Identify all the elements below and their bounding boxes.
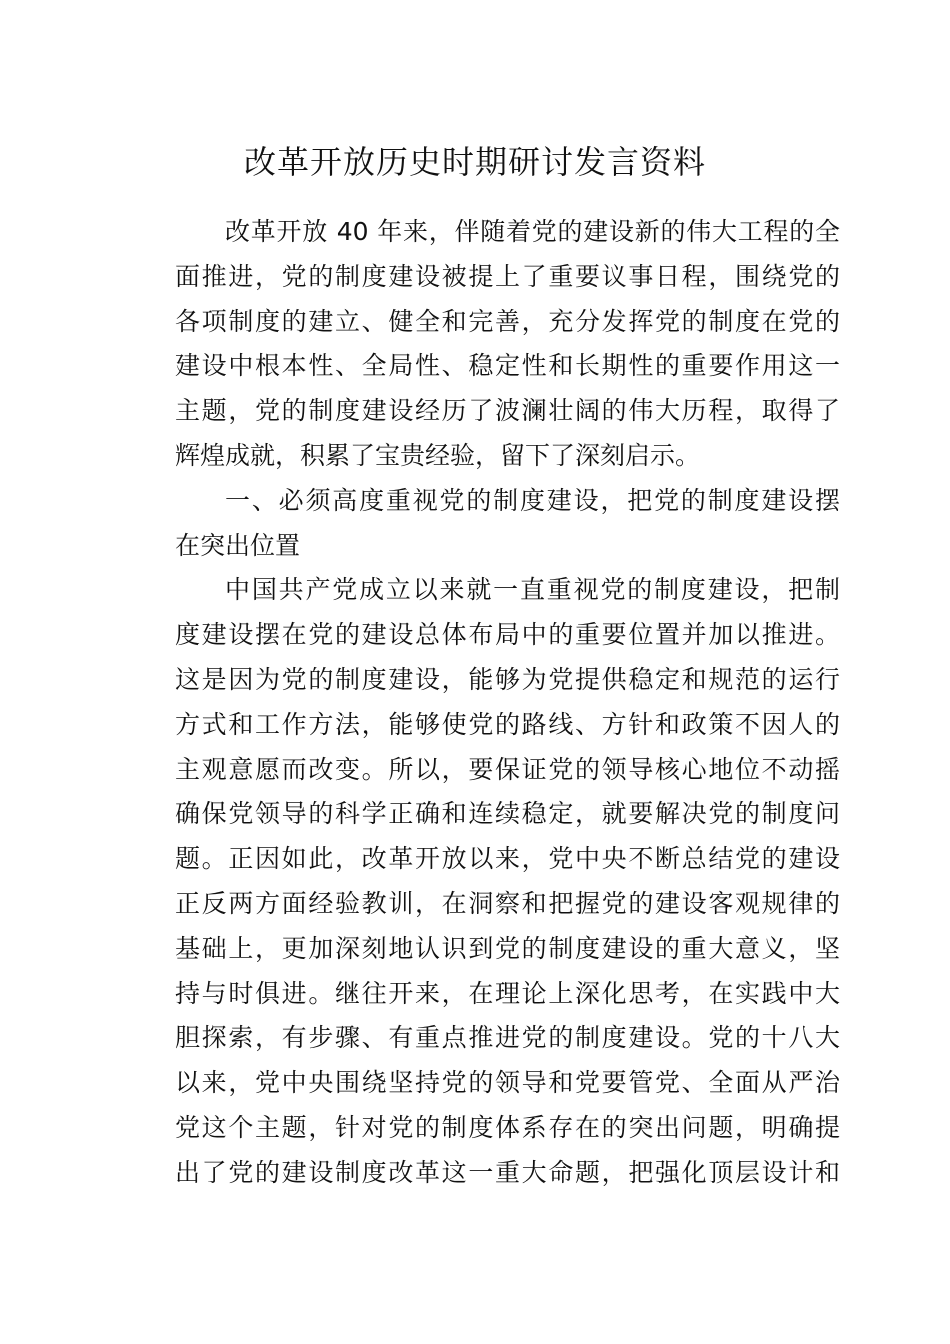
text-line: 建设中根本性、全局性、稳定性和长期性的重要作用这一 bbox=[175, 351, 840, 381]
text-line: 一、必须高度重视党的制度建设，把党的制度建设摆 bbox=[225, 485, 840, 515]
document-title: 改革开放历史时期研讨发言资料 bbox=[243, 143, 706, 181]
text-line: 确保党领导的科学正确和连续稳定，就要解决党的制度问 bbox=[175, 799, 840, 829]
text-line: 这是因为党的制度建设，能够为党提供稳定和规范的运行 bbox=[175, 664, 840, 694]
text-line: 党这个主题，针对党的制度体系存在的突出问题，明确提 bbox=[175, 1112, 840, 1142]
text-line: 主观意愿而改变。所以，要保证党的领导核心地位不动摇 bbox=[175, 754, 840, 784]
text-line: 改革开放 40 年来，伴随着党的建设新的伟大工程的全 bbox=[225, 217, 840, 246]
text-line: 在突出位置 bbox=[175, 530, 301, 560]
document-body bbox=[175, 210, 840, 1196]
text-line: 面推进，党的制度建设被提上了重要议事日程，围绕党的 bbox=[175, 261, 840, 291]
text-line: 以来，党中央围绕坚持党的领导和党要管党、全面从严治 bbox=[175, 1068, 840, 1098]
text-line: 正反两方面经验教训，在洞察和把握党的建设客观规律的 bbox=[175, 888, 840, 918]
text-line: 辉煌成就，积累了宝贵经验，留下了深刻启示。 bbox=[175, 440, 701, 470]
text-line: 胆探索，有步骤、有重点推进党的制度建设。党的十八大 bbox=[175, 1023, 840, 1053]
text-line: 度建设摆在党的建设总体布局中的重要位置并加以推进。 bbox=[175, 620, 840, 650]
text-line: 主题，党的制度建设经历了波澜壮阔的伟大历程，取得了 bbox=[175, 396, 840, 426]
text-line: 各项制度的建立、健全和完善，充分发挥党的制度在党的 bbox=[175, 306, 840, 336]
text-line: 中国共产党成立以来就一直重视党的制度建设，把制 bbox=[225, 575, 840, 605]
text-line: 持与时俱进。继往开来，在理论上深化思考，在实践中大 bbox=[175, 978, 840, 1008]
text-line: 题。正因如此，改革开放以来，党中央不断总结党的建设 bbox=[175, 844, 840, 874]
text-line: 方式和工作方法，能够使党的路线、方针和政策不因人的 bbox=[175, 709, 840, 739]
text-line: 基础上，更加深刻地认识到党的制度建设的重大意义，坚 bbox=[175, 933, 840, 963]
text-line: 出了党的建设制度改革这一重大命题，把强化顶层设计和 bbox=[175, 1157, 840, 1187]
